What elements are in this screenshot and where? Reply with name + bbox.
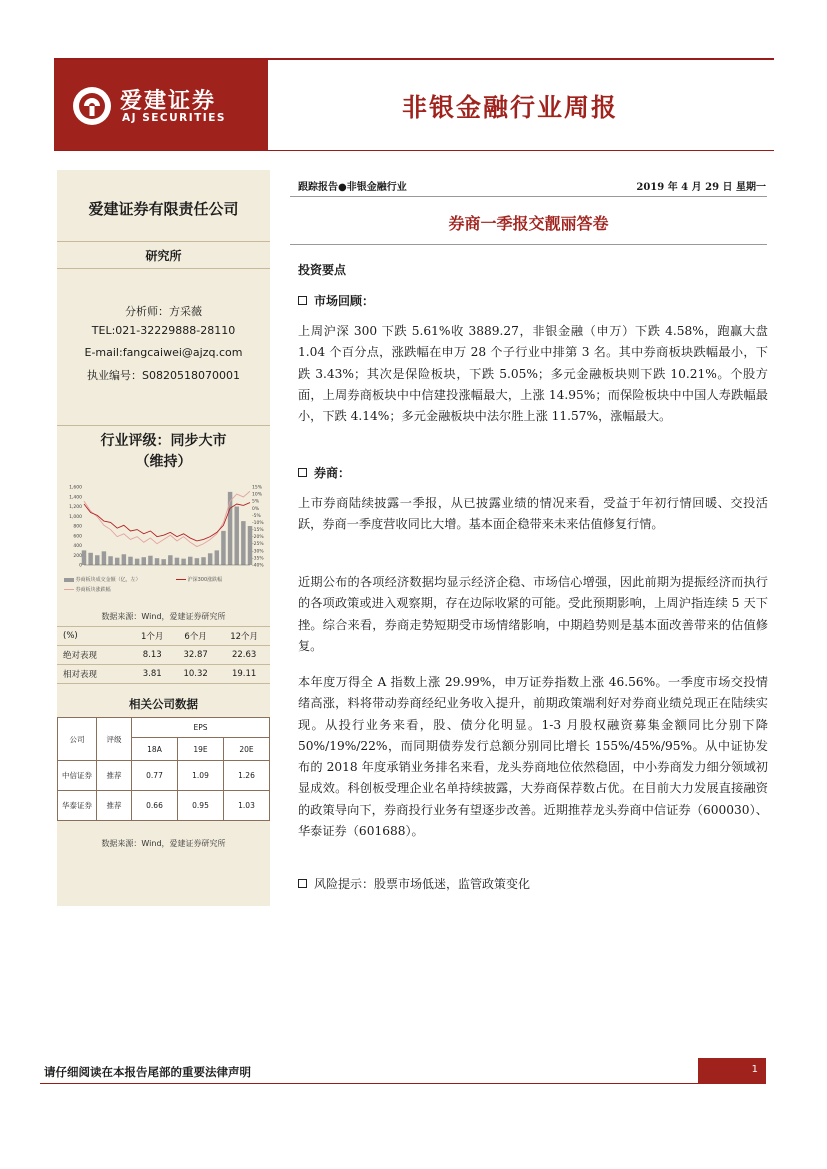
table-header-cell: 公司: [58, 718, 97, 761]
y-right-tick-label: -15%: [252, 528, 264, 534]
legend-swatch: [64, 589, 74, 591]
turnover-bar: [115, 558, 119, 565]
chart-source: 数据来源：Wind，爱建证券研究所: [101, 612, 226, 621]
sidebar-divider: [57, 241, 270, 242]
logo-english-name: AJ SECURITIES: [122, 112, 226, 124]
y-right-tick-label: -10%: [252, 520, 264, 526]
rating-text: 行业评级：同步大市: [100, 433, 227, 449]
y-right-tick-label: -40%: [252, 563, 264, 569]
table-header-cell: 评级: [97, 718, 132, 761]
row-label: 绝对表现: [63, 651, 98, 661]
turnover-bar: [175, 558, 179, 565]
main-divider: [290, 244, 767, 245]
brokers-paragraph-3: 本年度万得全 A 指数上涨 29.99%，申万证券指数上涨 46.56%。一季度市场交投情绪高涨，料将带动券商经纪业务收入提升，前期政策端利好对券商业绩兑现正在陆续实现。从投行业务来看，股、债分化明显。1-3 月股权融资募集金额同比分别下降 50%/19%/22%，而同期债券发行总额分别同比增长 155%/45%/95%。从中证协发布的 2018 年度承销业务排名来看，龙头券商地位依然稳固，中小券商发力细分领域初显成效。科创板受理企业名单持续披露，大券商保荐数占优。在目前大力发展直接融资的政策导向下，券商投行业务有望逐步改善。近期推荐龙头券商中信证券（600030）、华泰证券（601688）。: [298, 675, 768, 839]
eps-table: [57, 717, 270, 821]
brokers-paragraph-1: 上市券商陆续披露一季报，从已披露业绩的情况来看，受益于年初行情回暖、交投活跃，券商一季度营收同比大增。基本面企稳带来未来估值修复行情。: [298, 496, 768, 532]
turnover-bar: [135, 559, 139, 565]
y-right-tick-label: 10%: [252, 492, 263, 498]
section-title: 市场回顾：: [314, 294, 375, 308]
company-name: 爱建证券有限责任公司: [88, 200, 239, 218]
turnover-bar: [128, 557, 132, 565]
turnover-bar: [221, 531, 225, 565]
report-track-label: 跟踪报告●非银金融行业: [298, 182, 407, 193]
checkbox-bullet-icon: [298, 879, 307, 888]
key-points-heading: 投资要点: [298, 263, 347, 277]
company-cell: 中信证券: [58, 761, 97, 791]
checkbox-bullet-icon: [298, 468, 307, 477]
legend-swatch: [176, 579, 186, 581]
y-right-tick-label: -35%: [252, 556, 264, 562]
turnover-bar: [188, 557, 192, 565]
y-right-tick-label: 15%: [252, 485, 263, 491]
legal-disclaimer-notice: 请仔细阅读在本报告尾部的重要法律声明: [44, 1065, 251, 1079]
header-bottom-rule: [54, 150, 774, 151]
table-row: [57, 646, 270, 665]
risk-text: 风险提示：股票市场低迷，监管政策变化: [314, 877, 531, 891]
institute-label: 研究所: [145, 249, 182, 263]
legend-entry: [64, 576, 141, 583]
y-left-tick-label: 200: [73, 553, 82, 559]
legend-label: 券商板块成交金额（亿，左）: [75, 577, 141, 583]
table-header-cell: EPS: [132, 718, 270, 738]
report-headline: 券商一季报交靓丽答卷: [448, 214, 609, 233]
table-row: [58, 761, 270, 791]
turnover-bar: [248, 526, 252, 565]
legend-label: 沪深300涨跌幅: [187, 577, 223, 583]
table-cell: 8.13: [142, 650, 162, 660]
legend-entry: [176, 576, 222, 583]
table-header-row: [57, 627, 270, 646]
analyst-tel: TEL:021-32229888-28110: [91, 324, 236, 337]
y-left-tick-label: 1,600: [69, 485, 82, 491]
y-right-tick-label: -5%: [252, 513, 261, 519]
y-left-tick-label: 1,200: [69, 505, 82, 510]
table-cell: 3.81: [142, 669, 162, 679]
analyst-name: 分析师：方采薇: [125, 305, 202, 318]
turnover-bar: [95, 555, 99, 565]
y-left-tick-label: 1,000: [69, 514, 82, 520]
table-row: [57, 665, 270, 684]
turnover-bar: [82, 550, 86, 565]
market-review-paragraph: 上周沪深 300 下跌 5.61%收 3889.27，非银金融（申万）下跌 4.58%，跑赢大盘 1.04 个百分点，涨跌幅在申万 28 个子行业中排第 3 名。其中券商板块跌幅最小，下跌 3.43%；其次是保险板块，下跌 5.05%；多元金融板块则下跌 10.21%。个股方面，上周券商板块中中信建投涨幅最大，上涨 14.95%；而保险板块中中国人寿跌幅最小，下跌 4.14%；多元金融板块中法尔胜上涨 11.57%，涨幅最大。: [298, 324, 768, 424]
turnover-bar: [208, 553, 212, 565]
y-left-tick-label: 1,400: [69, 495, 82, 501]
aj-logo-icon: [70, 84, 114, 128]
turnover-bar: [201, 557, 205, 565]
table-cell: 1.09: [178, 761, 224, 791]
sector-performance-chart: [60, 483, 268, 601]
turnover-bar: [228, 492, 232, 565]
table-cell: 22.63: [231, 650, 257, 660]
turnover-bar: [122, 554, 126, 565]
brokers-paragraph-2: 近期公布的各项经济数据均显示经济企稳、市场信心增强，因此前期为提振经济而执行的各项政策或进入观察期，存在边际收紧的可能。受此预期影响，上周沪指连续 5 天下挫。综合来看，券商走势短期受市场情绪影响，中期趋势则是基本面改善带来的估值修复。: [298, 575, 768, 653]
y-right-tick-label: -30%: [252, 549, 264, 555]
sidebar-divider: [57, 268, 270, 269]
legend-label: 券商板块涨跌幅: [75, 587, 111, 593]
rating-cell: 推荐: [97, 791, 132, 821]
rating-cell: 推荐: [97, 761, 132, 791]
turnover-bar: [88, 553, 92, 565]
report-date: 2019 年 4 月 29 日 星期一: [636, 182, 766, 193]
related-company-title: 相关公司数据: [129, 697, 198, 711]
checkbox-bullet-icon: [298, 296, 307, 305]
table-header-cell: 18A: [132, 738, 178, 761]
page-number: 1: [751, 1064, 758, 1075]
section-title: 券商：: [314, 466, 351, 480]
main-divider: [290, 196, 767, 197]
analyst-email[interactable]: E-mail:fangcaiwei@ajzq.com: [84, 346, 243, 359]
row-label: 相对表现: [63, 670, 98, 680]
turnover-bar: [148, 556, 152, 565]
turnover-bar: [181, 559, 185, 565]
turnover-bar: [108, 556, 112, 565]
turnover-bar: [241, 521, 245, 565]
table-cell: 1.26: [224, 761, 270, 791]
company-cell: 华泰证券: [58, 791, 97, 821]
y-right-tick-label: -25%: [252, 542, 264, 548]
y-left-tick-label: 0: [79, 563, 82, 569]
table-header-row: [58, 718, 270, 738]
footer-rule: [40, 1083, 766, 1084]
table-cell: 19.11: [231, 669, 257, 679]
y-right-tick-label: 0%: [252, 506, 260, 512]
turnover-bar: [102, 551, 106, 565]
y-right-tick-label: 5%: [252, 499, 260, 505]
table-cell: 0.77: [132, 761, 178, 791]
section-heading-brokers: [298, 464, 350, 481]
section-heading-market-review: [298, 292, 374, 309]
table-cell: 10.32: [183, 669, 208, 679]
table-header-cell: 1个月: [140, 632, 164, 642]
legend-swatch: [64, 578, 74, 582]
risk-warning: [298, 875, 530, 892]
report-type-title: 非银金融行业周报: [402, 93, 619, 122]
table-cell: 0.66: [132, 791, 178, 821]
y-right-tick-label: -20%: [252, 535, 264, 541]
performance-table: [57, 626, 270, 684]
turnover-bar: [168, 555, 172, 565]
turnover-bar: [155, 558, 159, 565]
turnover-bar: [161, 559, 165, 565]
table-cell: 0.95: [178, 791, 224, 821]
legend-entry: [64, 586, 111, 593]
analyst-license: 执业编号：S0820518070001: [87, 369, 240, 382]
table-header-cell: (%): [63, 631, 78, 641]
table-cell: 1.03: [224, 791, 270, 821]
y-left-tick-label: 800: [73, 524, 82, 530]
y-left-tick-label: 600: [73, 534, 82, 540]
table-row: [58, 791, 270, 821]
industry-rating: [57, 431, 270, 473]
turnover-bar: [234, 507, 238, 566]
table-header-cell: 20E: [224, 738, 270, 761]
table-cell: 32.87: [183, 650, 208, 660]
logo-chinese-name: 爱建证券: [120, 88, 217, 114]
sidebar-divider: [57, 425, 270, 426]
y-left-tick-label: 400: [73, 544, 82, 549]
eps-source: 数据来源：Wind，爱建证券研究所: [101, 839, 226, 848]
table-header-cell: 6个月: [184, 632, 207, 642]
turnover-bar: [215, 550, 219, 565]
turnover-bar: [142, 557, 146, 565]
table-header-cell: 12个月: [230, 632, 259, 642]
turnover-bar: [195, 558, 199, 565]
table-header-cell: 19E: [178, 738, 224, 761]
rating-status: （维持）: [135, 454, 192, 470]
